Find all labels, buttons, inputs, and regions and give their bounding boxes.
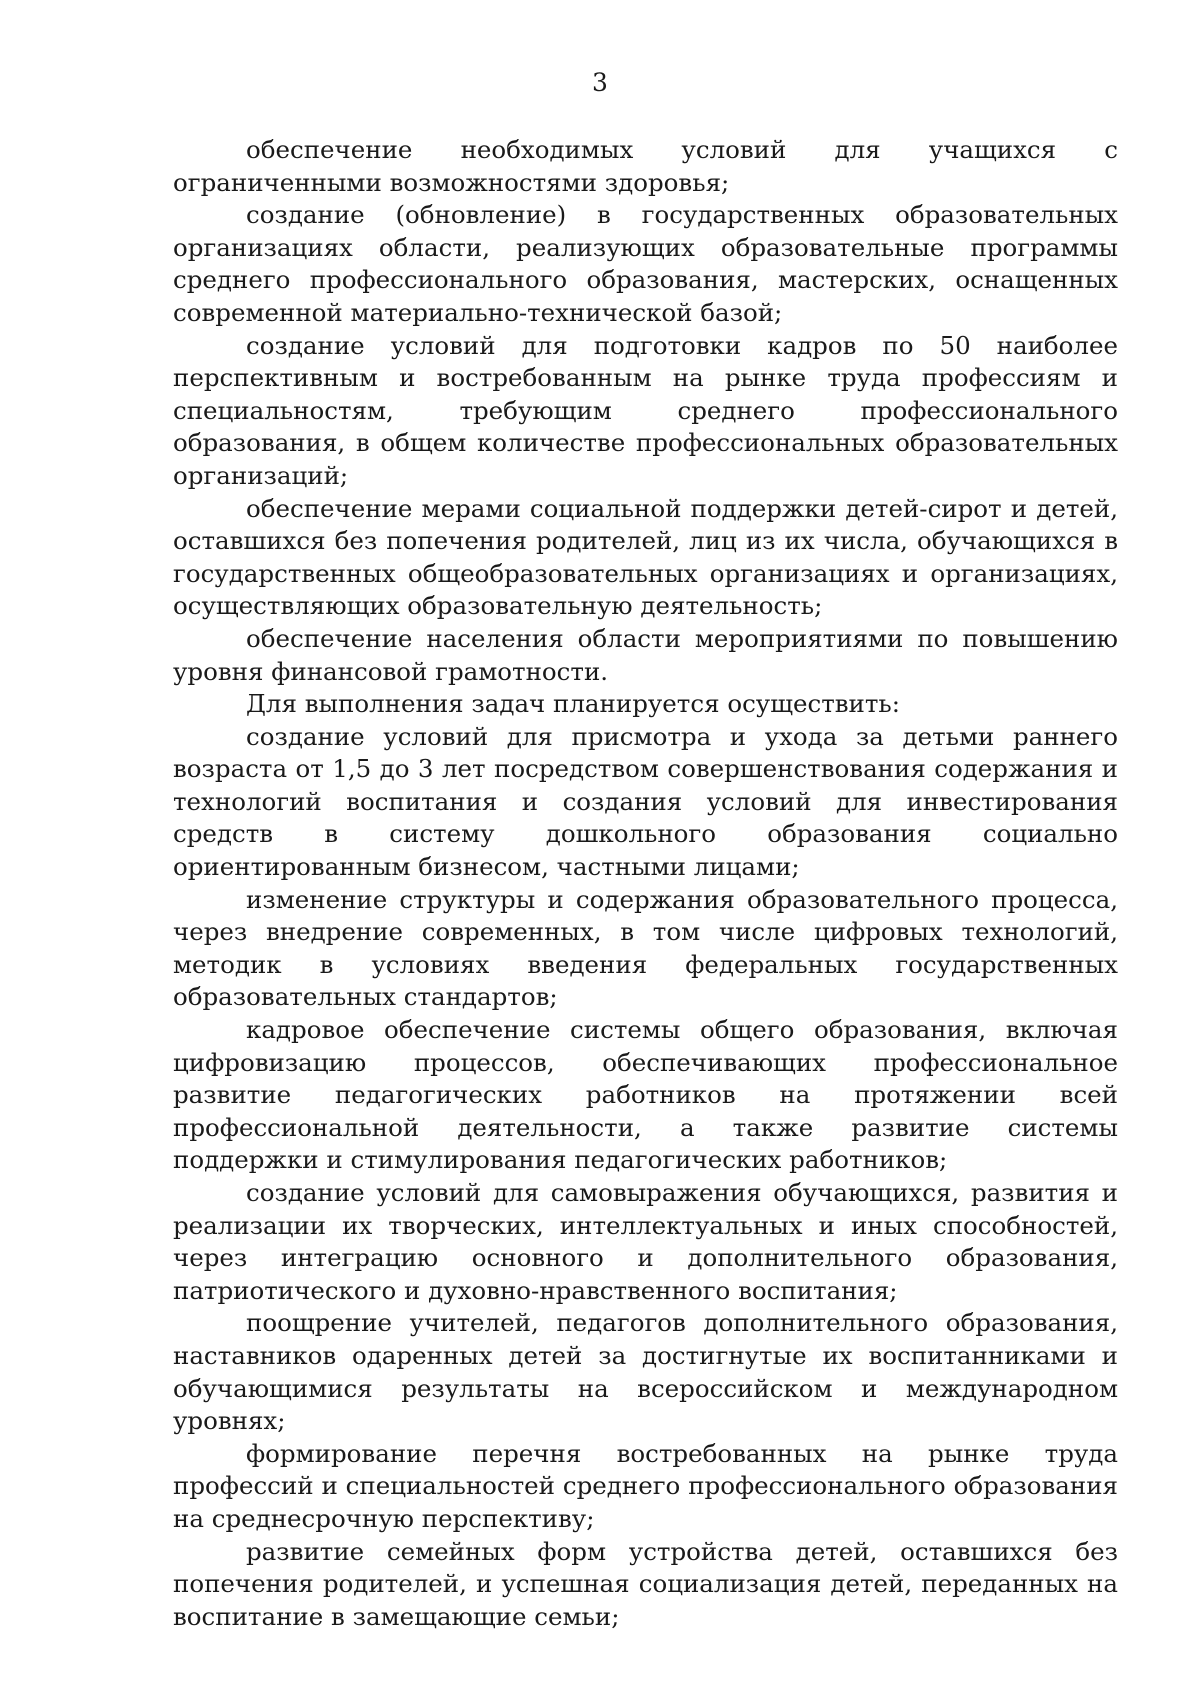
paragraph: изменение структуры и содержания образовательного процесса, через внедрение современных, в том числе цифровых технологий, методик в условиях введения федеральных государственных образовательных стандартов; — [173, 884, 1118, 1012]
paragraph: создание условий для самовыражения обучающихся, развития и реализации их творческих, интеллектуальных и иных способностей, через интеграцию основного и дополнительного образования, патриотического и духовно-нравственного воспитания; — [173, 1178, 1118, 1305]
paragraph: поощрение учителей, педагогов дополнительного образования, наставников одаренных детей за достигнутые их воспитанниками и обучающимися результаты на всероссийском и международном уровнях; — [173, 1308, 1118, 1436]
paragraph: формирование перечня востребованных на рынке труда профессий и специальностей среднего профессионального образования на среднесрочную перспективу; — [173, 1438, 1118, 1533]
paragraph: обеспечение населения области мероприятиями по повышению уровня финансовой грамотности. — [173, 623, 1118, 686]
page-number: 3 — [592, 68, 608, 97]
paragraph: создание условий для подготовки кадров по 50 наиболее перспективным и востребованным на рынке труда профессиям и специальностям, требующим среднего профессионального образования, в общем количестве профессиональных образовательных организаций; — [173, 330, 1118, 490]
paragraph: Для выполнения задач планируется осуществить: — [246, 689, 901, 719]
paragraph: кадровое обеспечение системы общего образования, включая цифровизацию процессов, обеспечивающих профессиональное развитие педагогических работников на протяжении всей профессиональной деятельности, а также развитие системы поддержки и стимулирования педагогических работников; — [173, 1015, 1118, 1175]
paragraph: развитие семейных форм устройства детей, оставшихся без попечения родителей, и успешная социализация детей, переданных на воспитание в замещающие семьи; — [173, 1536, 1118, 1631]
paragraph: создание (обновление) в государственных образовательных организациях области, реализующих образовательные программы среднего профессионального образования, мастерских, оснащенных современной материально-технической базой; — [173, 200, 1118, 327]
document-body — [173, 134, 1118, 1633]
paragraph: создание условий для присмотра и ухода за детьми раннего возраста от 1,5 до 3 лет посредством совершенствования содержания и технологий воспитания и создания условий для инвестирования средств в систему дошкольного образования социально ориентированным бизнесом, частными лицами; — [173, 721, 1118, 882]
paragraph: обеспечение необходимых условий для учащихся с ограниченными возможностями здоровья; — [173, 135, 1118, 197]
paragraph: обеспечение мерами социальной поддержки детей-сирот и детей, оставшихся без попечения родителей, лиц из их числа, обучающихся в государственных общеобразовательных организациях и организациях, осуществляющих образовательную деятельность; — [173, 493, 1118, 621]
